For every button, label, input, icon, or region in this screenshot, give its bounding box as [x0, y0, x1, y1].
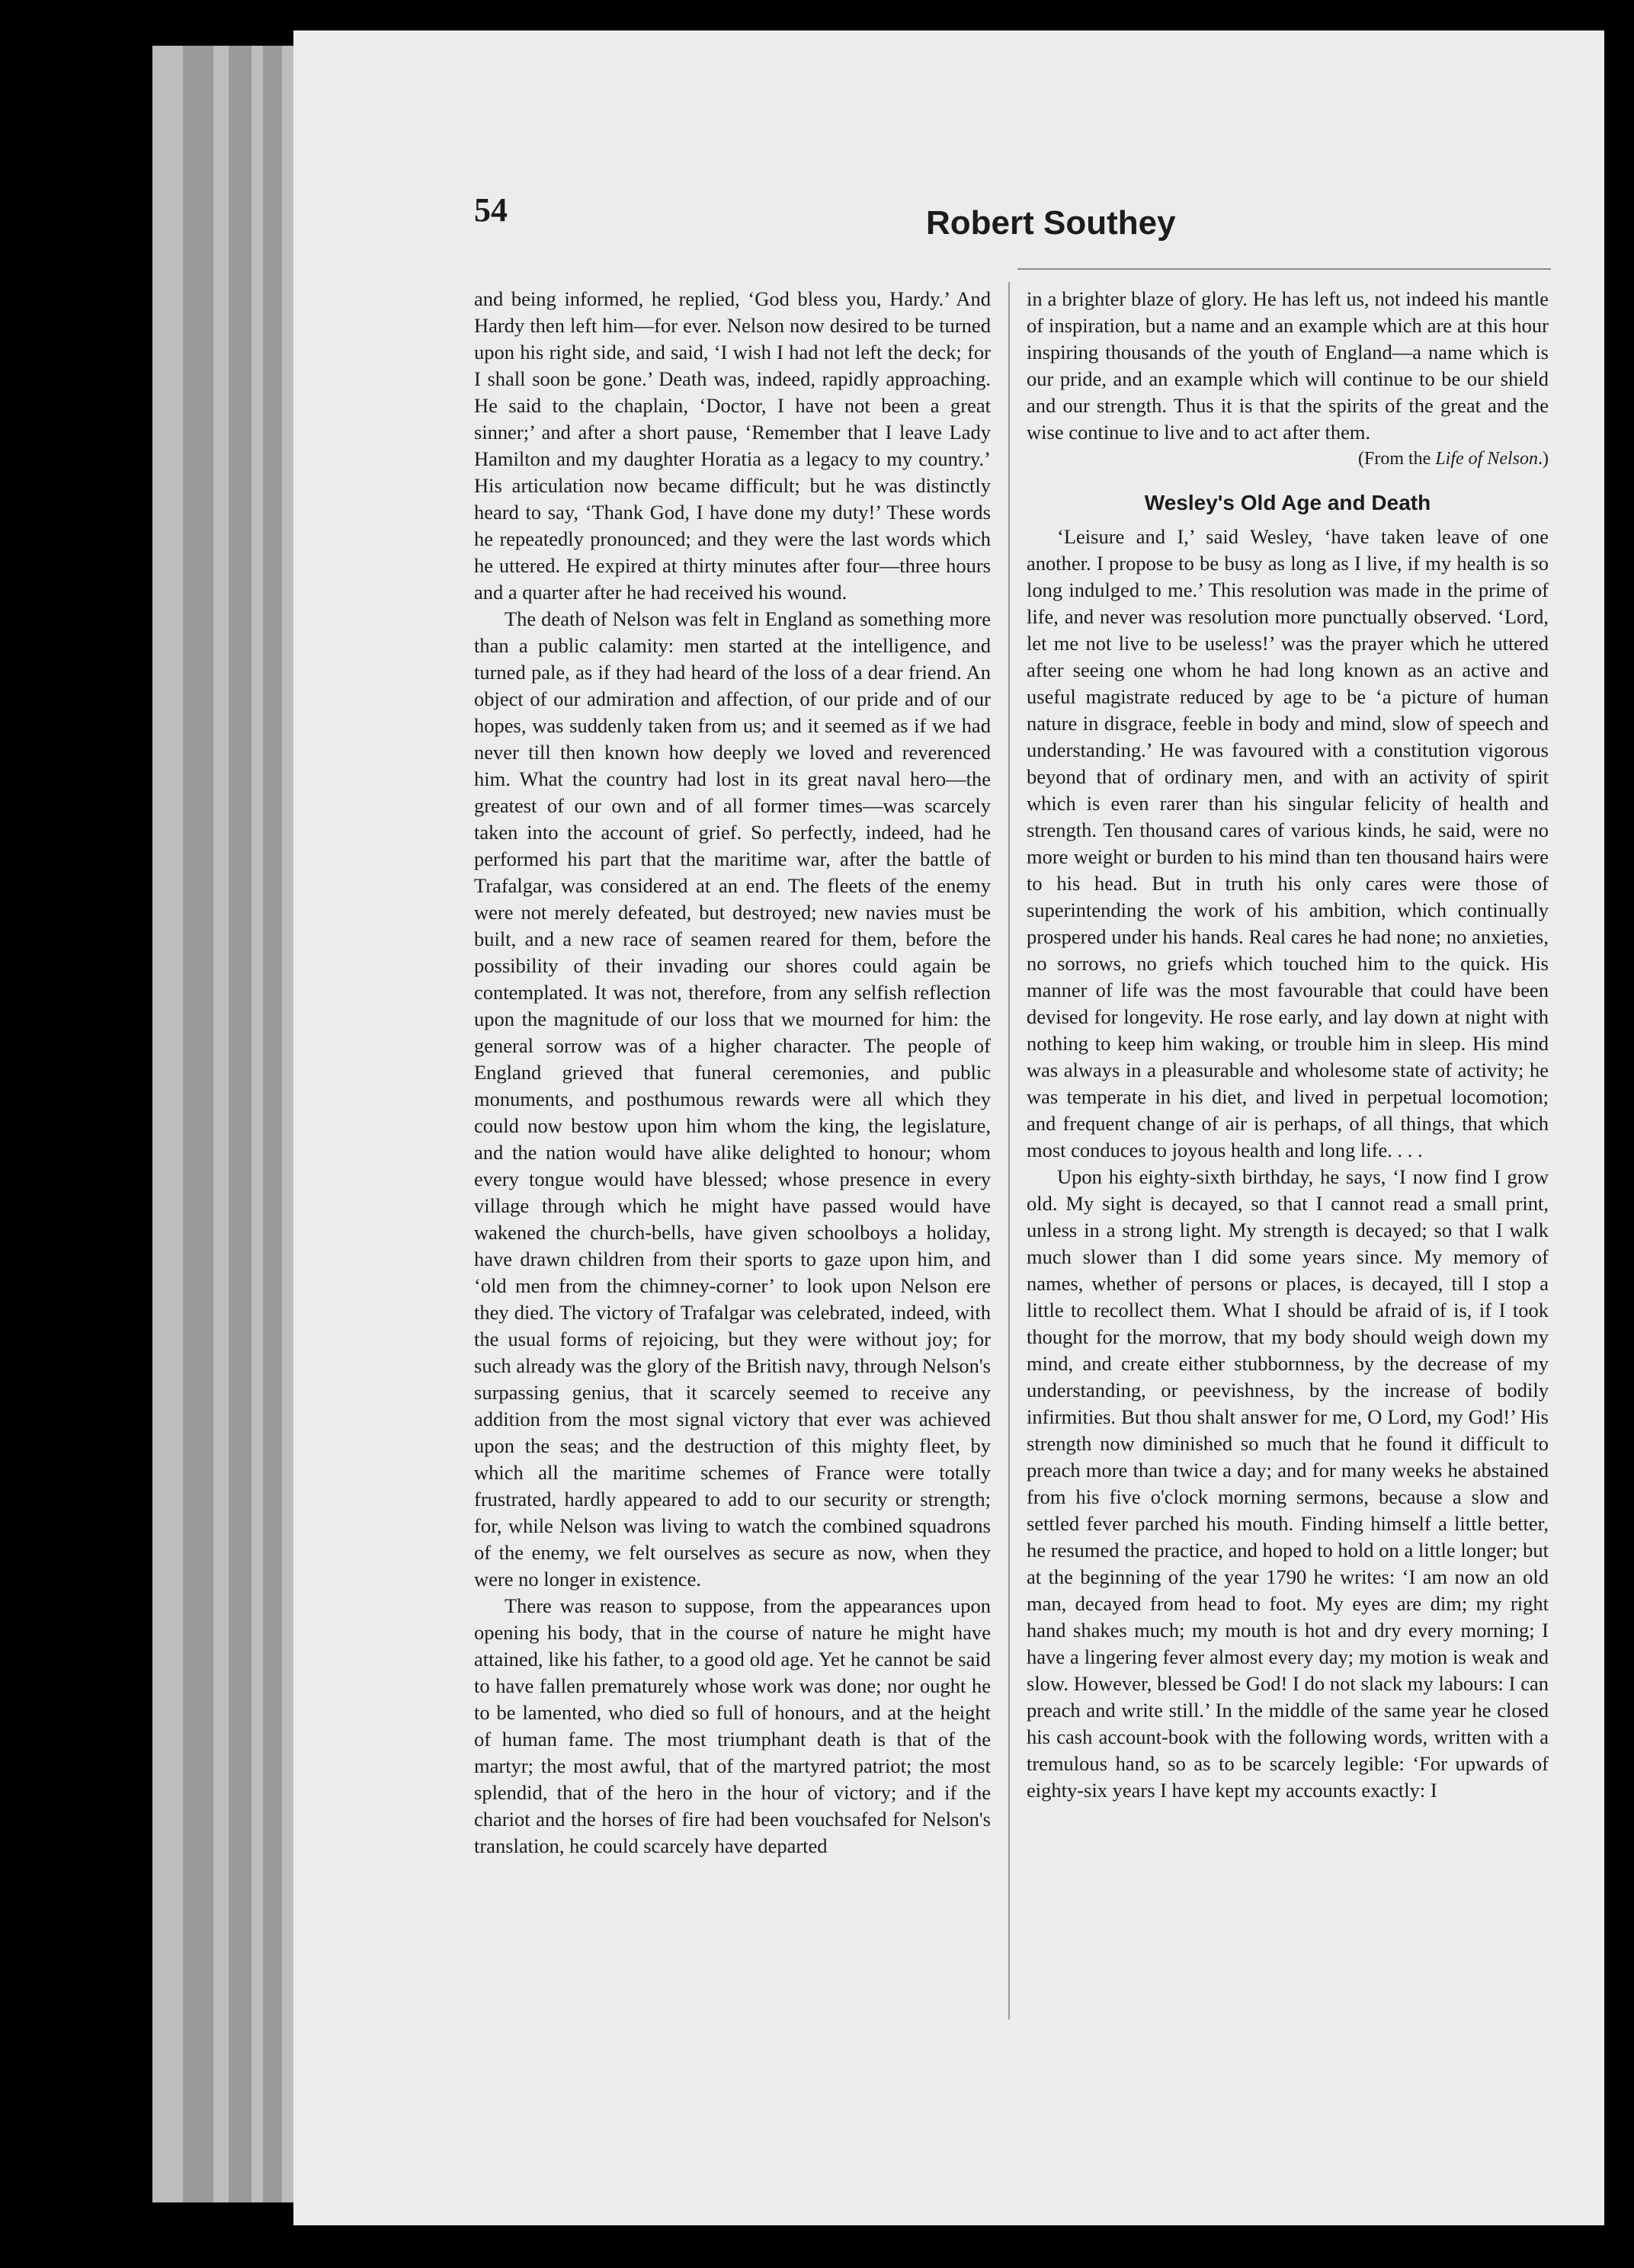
page-edge — [263, 46, 282, 2202]
page-number: 54 — [474, 191, 508, 229]
running-head: Robert Southey — [926, 204, 1176, 242]
paragraph: The death of Nelson was felt in England as something more than a public calamity: men started at the intelligence, and turned pale, as if they had heard of the loss of a dear friend. An object of our admiration and affection, of our pride and of our hopes, was suddenly taken from us; and it seemed as if we had never till then known how deeply we loved and reverenced him. What the country had lost in its great naval hero—the greatest of our own and of all former times—was scarcely taken into the account of grief. So perfectly, indeed, had he performed his part that the maritime war, after the battle of Trafalgar, was considered at an end. The fleets of the enemy were not merely defeated, but destroyed; new navies must be built, and a new race of seamen reared for them, before the possibility of their invading our shores could again be contemplated. It was not, therefore, from any selfish reflection upon the magnitude of our loss that we mourned for him: the general sorrow was of a higher character. The people of England grieved that funeral ceremonies, and public monuments, and posthumous rewards were all which they could now bestow upon him whom the king, the legislature, and the nation would have alike delighted to honour; whom every tongue would have blessed; whose presence in every village through which he might have passed would have wakened the church-bells, have given schoolboys a holiday, have drawn children from their sports to gaze upon him, and ‘old men from the chimney-corner’ to look upon Nelson ere they died. The victory of Trafalgar was celebrated, indeed, with the usual forms of rejoicing, but they were without joy; for such already was the glory of the British navy, through Nelson's surpassing genius, that it scarcely seemed to receive any addition from the most signal victory that ever was achieved upon the seas; and the destruction of this mighty fleet, by which all the maritime schemes of France were totally frustrated, hardly appeared to add to our security or strength; for, while Nelson was living to watch the combined squadrons of the enemy, we felt ourselves as secure as now, when they were no longer in existence. — [474, 607, 991, 1590]
page-edge — [229, 46, 252, 2202]
paragraph: and being informed, he replied, ‘God bless you, Hardy.’ And Hardy then left him—for ever. Nelson now desired to be turned upon his right side, and said, ‘I wish I had not left the deck; for I shall soon be gone.’ Death was, indeed, rapidly approaching. He said to the chaplain, ‘Doctor, I have not been a great sinner;’ and after a short pause, ‘Remember that I leave Lady Hamilton and my daughter Horatia as a legacy to my country.’ His articulation now became difficult; but he was distinctly heard to say, ‘Thank God, I have done my duty!’ These words he repeatedly pronounced; and they were the last words which he uttered. He expired at thirty minutes after four—three hours and a quarter after he had received his wound. — [474, 287, 991, 604]
source-title: Life of Nelson — [1435, 449, 1538, 469]
paragraph: Upon his eighty-sixth birthday, he says, ‘I now find I grow old. My sight is decayed, so that I cannot read a small print, unless in a strong light. My strength is decayed; so that I walk much slower than I did some years since. My memory of names, whether of persons or places, is decayed, till I stop a little to recollect them. What I should be afraid of is, if I took thought for the morrow, that my body should weigh down my mind, and create either stubbornness, by the decrease of my understanding, or peevishness, by the increase of bodily infirmities. But thou shalt answer for me, O Lord, my God!’ His strength now diminished so much that he found it difficult to preach more than twice a day; and for many weeks he abstained from his five o'clock morning sermons, because a slow and settled fever parched his mouth. Finding himself a little better, he resumed the practice, and hoped to hold on a little longer; but at the beginning of the year 1790 he writes: ‘I am now an old man, decayed from head to foot. My eyes are dim; my right hand shakes much; my mouth is hot and dry every morning; I have a lingering fever almost every day; my motion is weak and slow. However, blessed be God! I do not slack my labours: I can preach and write still.’ In the middle of the same year he closed his cash account-book with the following words, written with a tremulous hand, so as to be scarcely legible: ‘For upwards of eighty-six years I have kept my accounts exactly: I — [1027, 1165, 1549, 1802]
section-heading: Wesley's Old Age and Death — [1144, 491, 1431, 514]
book-page — [293, 30, 1604, 2225]
paragraph: ‘Leisure and I,’ said Wesley, ‘have taken leave of one another. I propose to be busy as long as I live, if my health is so long indulged to me.’ This resolution was made in the prime of life, and never was resolution more punctually observed. ‘Lord, let me not live to be useless!’ was the prayer which he uttered after seeing one whom he had long known as an active and useful magistrate reduced by age to be ‘a picture of human nature in disgrace, feeble in body and mind, slow of speech and understanding.’ He was favoured with a constitution vigorous beyond that of ordinary men, and with an activity of spirit which is even rarer than his singular felicity of health and strength. Ten thousand cares of various kinds, he said, were no more weight or burden to his mind than ten thousand hairs were to his head. But in truth his only cares were those of superintending the work of his ambition, which continually prospered under his hands. Real cares he had none; no anxieties, no sorrows, no griefs which touched him to the quick. His manner of life was the most favourable that could have been devised for longevity. He rose early, and lay down at night with nothing to keep him waking, or trouble him in sleep. His mind was always in a pleasurable and wholesome state of activity; he was temperate in his diet, and lived in perpetual locomotion; and frequent change of air is perhaps, of all things, that which most conduces to joyous health and long life. . . . — [1027, 525, 1549, 1161]
right-column — [1027, 286, 1549, 1804]
left-column — [474, 286, 991, 1860]
paragraph: in a brighter blaze of glory. He has left us, not indeed his mantle of inspiration, but a name and an example which are at this hour inspiring thousands of the youth of England—a name which is our pride, and an example which will continue to be our shield and our strength. Thus it is that the spirits of the great and the wise continue to live and to act after them. — [1027, 287, 1549, 444]
page-edge — [183, 46, 213, 2202]
source-citation: (From the Life of Nelson.) — [1358, 449, 1549, 469]
paragraph: There was reason to suppose, from the appearances upon opening his body, that in the course of nature he might have attained, like his father, to a good old age. Yet he cannot be said to have fallen prematurely whose work was done; nor ought he to be lamented, who died so full of honours, and at the height of human fame. The most triumphant death is that of the martyr; the most awful, that of the martyred patriot; the most splendid, that of the hero in the hour of victory; and if the chariot and the horses of fire had been vouchsafed for Nelson's translation, he could scarcely have departed — [474, 1594, 991, 1857]
header-rule — [1017, 268, 1551, 270]
column-divider — [1008, 282, 1010, 2020]
